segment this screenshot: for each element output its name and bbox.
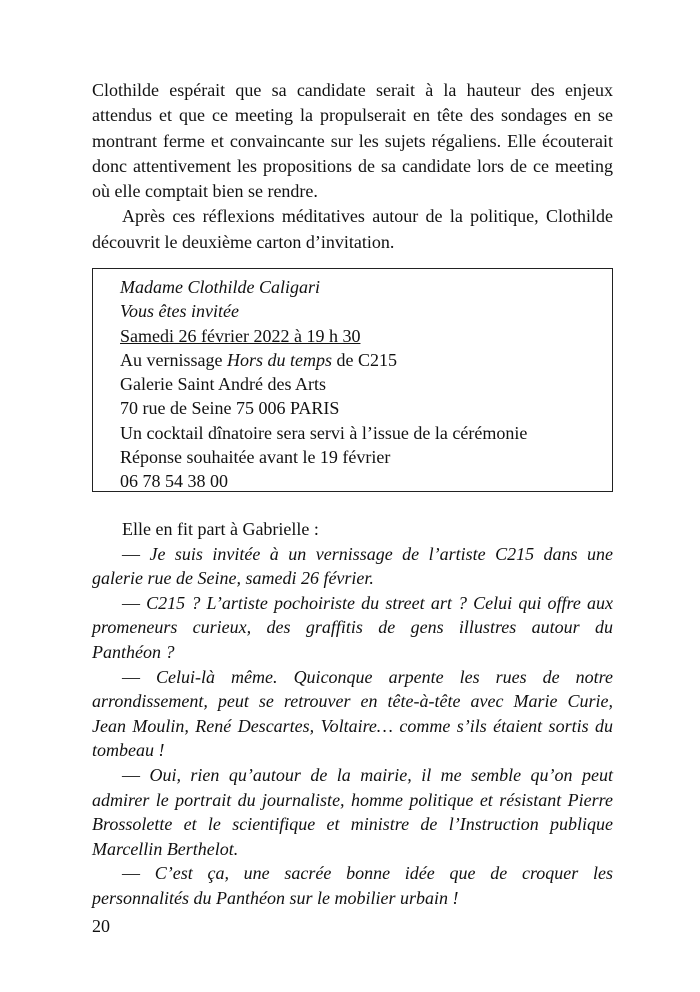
page-number: 20 — [92, 916, 110, 936]
dialogue-line — [92, 763, 613, 788]
text-line: découvrit le deuxième carton d’invitation. — [92, 231, 395, 252]
dialogue-text: Oui, rien qu’autour de la mairie, il me semble qu’on peut — [140, 764, 613, 785]
dialogue-line: Panthéon ? — [92, 641, 175, 662]
dialogue-line: personnalités du Panthéon sur le mobilier urbain ! — [92, 887, 459, 908]
text-line: Clothilde espérait que sa candidate serait à la hauteur des enjeux — [92, 80, 613, 100]
dialogue-line: arrondissement, peut se retrouver en tête-à-tête avec Marie Curie, — [92, 691, 613, 712]
event-title: Hors du temps — [226, 349, 332, 370]
em-dash: — — [122, 863, 140, 884]
event-line — [120, 348, 527, 372]
dialogue-line — [92, 861, 613, 886]
dialogue — [92, 517, 613, 911]
dialogue-line: Jean Moulin, René Descartes, Voltaire… comme s’ils étaient sortis du — [92, 715, 613, 736]
dialogue-line — [92, 591, 613, 616]
text-line: Après ces réflexions méditatives autour de la politique, Clothilde — [122, 206, 613, 227]
dialogue-line: admirer le portrait du journaliste, homme politique et résistant Pierre — [92, 789, 613, 810]
rsvp-note: Réponse souhaitée avant le 19 février — [120, 447, 391, 468]
text-line: montrant ferme et convaincante sur les sujets régaliens. Elle écouterait — [92, 130, 613, 151]
dialogue-line: Brossolette et le scientifique et ministre de l’Instruction publique — [92, 814, 613, 835]
dialogue-text: C215 ? L’artiste pochoiriste du street art ? Celui qui offre aux — [140, 592, 613, 613]
event-prefix: Au vernissage — [120, 349, 227, 370]
dialogue-line — [92, 665, 613, 690]
invited-text: Vous êtes invitée — [120, 301, 239, 322]
dialogue-text: Je suis invitée à un vernissage de l’artiste C215 dans une — [140, 543, 613, 564]
dialogue-line: Marcellin Berthelot. — [92, 838, 239, 859]
event-date: Samedi 26 février 2022 à 19 h 30 — [120, 325, 361, 346]
narrative-paragraphs — [92, 78, 613, 255]
text-line: attendus et que ce meeting la propulserait en tête des sondages en se — [92, 105, 613, 126]
text-line: où elle comptait bien se rendre. — [92, 181, 318, 202]
dialogue-text: Celui-là même. Quiconque arpente les rues de notre — [140, 666, 613, 687]
em-dash: — — [122, 592, 140, 613]
venue: Galerie Saint André des Arts — [120, 374, 326, 395]
address: 70 rue de Seine 75 006 PARIS — [120, 398, 340, 419]
em-dash: — — [122, 666, 140, 687]
phone-number: 06 78 54 38 00 — [120, 471, 228, 492]
invitation-card — [92, 268, 613, 492]
invitee-name: Madame Clothilde Caligari — [120, 277, 320, 297]
em-dash: — — [122, 764, 140, 785]
dialogue-line — [92, 542, 613, 567]
dialogue-line: galerie rue de Seine, samedi 26 février. — [92, 568, 374, 589]
text-line: donc attentivement les propositions de sa candidate lors de ce meeting — [92, 155, 613, 176]
dialogue-line: promeneurs curieux, des graffitis de gens illustres autour du — [92, 617, 613, 638]
cocktail-note: Un cocktail dînatoire sera servi à l’issue de la cérémonie — [120, 422, 528, 443]
event-suffix: de C215 — [332, 349, 397, 370]
dialogue-text: C’est ça, une sacrée bonne idée que de croquer les — [140, 863, 613, 884]
dialogue-intro: Elle en fit part à Gabrielle : — [122, 519, 319, 539]
dialogue-line: tombeau ! — [92, 740, 165, 761]
em-dash: — — [122, 543, 140, 564]
